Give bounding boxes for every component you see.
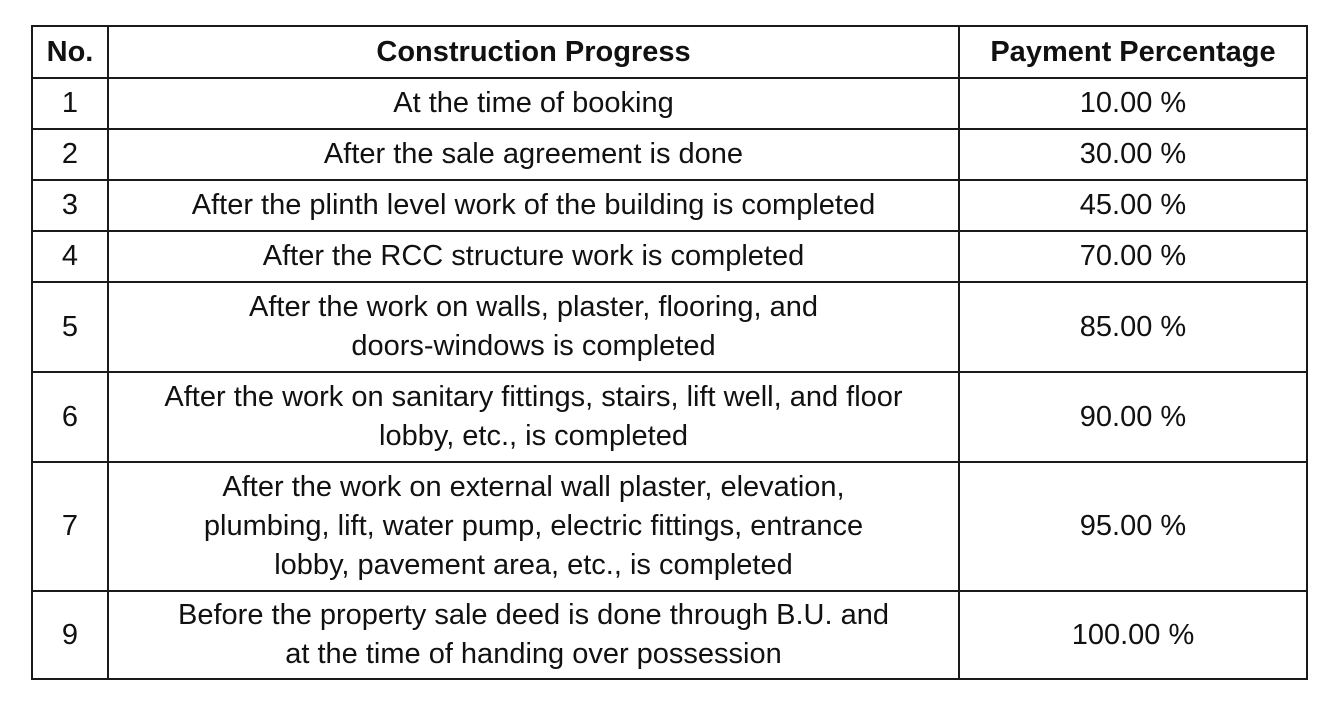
- row-number: 3: [32, 180, 108, 231]
- payment-percentage-cell: 70.00 %: [959, 231, 1307, 282]
- payment-percentage-cell: 10.00 %: [959, 78, 1307, 129]
- progress-text-line: Before the property sale deed is done through B.U. and: [178, 599, 889, 631]
- progress-text-line: After the sale agreement is done: [323, 138, 744, 170]
- row-number: 7: [32, 462, 108, 591]
- progress-text-line: At the time of booking: [393, 87, 674, 119]
- table-row: [32, 282, 1307, 372]
- payment-percentage-cell: 100.00 %: [959, 591, 1307, 679]
- table-row: [32, 591, 1307, 679]
- progress-text-line: lobby, etc., is completed: [379, 420, 688, 452]
- payment-percentage-cell: 30.00 %: [959, 129, 1307, 180]
- payment-percentage-cell: 85.00 %: [959, 282, 1307, 372]
- construction-progress-cell: [108, 591, 959, 679]
- construction-progress-cell: [108, 180, 959, 231]
- table-row: [32, 372, 1307, 462]
- construction-progress-cell: [108, 78, 959, 129]
- progress-text-line: doors-windows is completed: [351, 330, 716, 362]
- row-number: 2: [32, 129, 108, 180]
- progress-text-line: at the time of handing over possession: [285, 638, 782, 670]
- progress-text-line: After the work on sanitary fittings, stairs, lift well, and floor: [164, 381, 903, 413]
- construction-progress-cell: [108, 282, 959, 372]
- table-row: [32, 78, 1307, 129]
- payment-percentage-cell: 90.00 %: [959, 372, 1307, 462]
- table-row: [32, 231, 1307, 282]
- progress-text-line: After the RCC structure work is completed: [262, 240, 805, 272]
- progress-text-line: lobby, pavement area, etc., is completed: [274, 549, 793, 581]
- table-row: [32, 462, 1307, 591]
- construction-progress-cell: [108, 129, 959, 180]
- header-construction-progress: Construction Progress: [108, 26, 959, 78]
- table-header-row: [32, 26, 1307, 78]
- payment-percentage-cell: 45.00 %: [959, 180, 1307, 231]
- progress-text-line: After the work on external wall plaster, elevation,: [222, 471, 845, 503]
- progress-text-line: plumbing, lift, water pump, electric fittings, entrance: [203, 510, 864, 542]
- header-payment-percentage: Payment Percentage: [959, 26, 1307, 78]
- table-row: [32, 180, 1307, 231]
- payment-percentage-cell: 95.00 %: [959, 462, 1307, 591]
- construction-progress-cell: [108, 372, 959, 462]
- row-number: 9: [32, 591, 108, 679]
- row-number: 1: [32, 78, 108, 129]
- header-no: No.: [32, 26, 108, 78]
- construction-progress-cell: [108, 231, 959, 282]
- payment-schedule-table: [31, 25, 1308, 680]
- progress-text-line: After the plinth level work of the building is completed: [191, 189, 876, 221]
- row-number: 6: [32, 372, 108, 462]
- row-number: 4: [32, 231, 108, 282]
- table-row: [32, 129, 1307, 180]
- row-number: 5: [32, 282, 108, 372]
- progress-text-line: After the work on walls, plaster, flooring, and: [248, 291, 818, 323]
- construction-progress-cell: [108, 462, 959, 591]
